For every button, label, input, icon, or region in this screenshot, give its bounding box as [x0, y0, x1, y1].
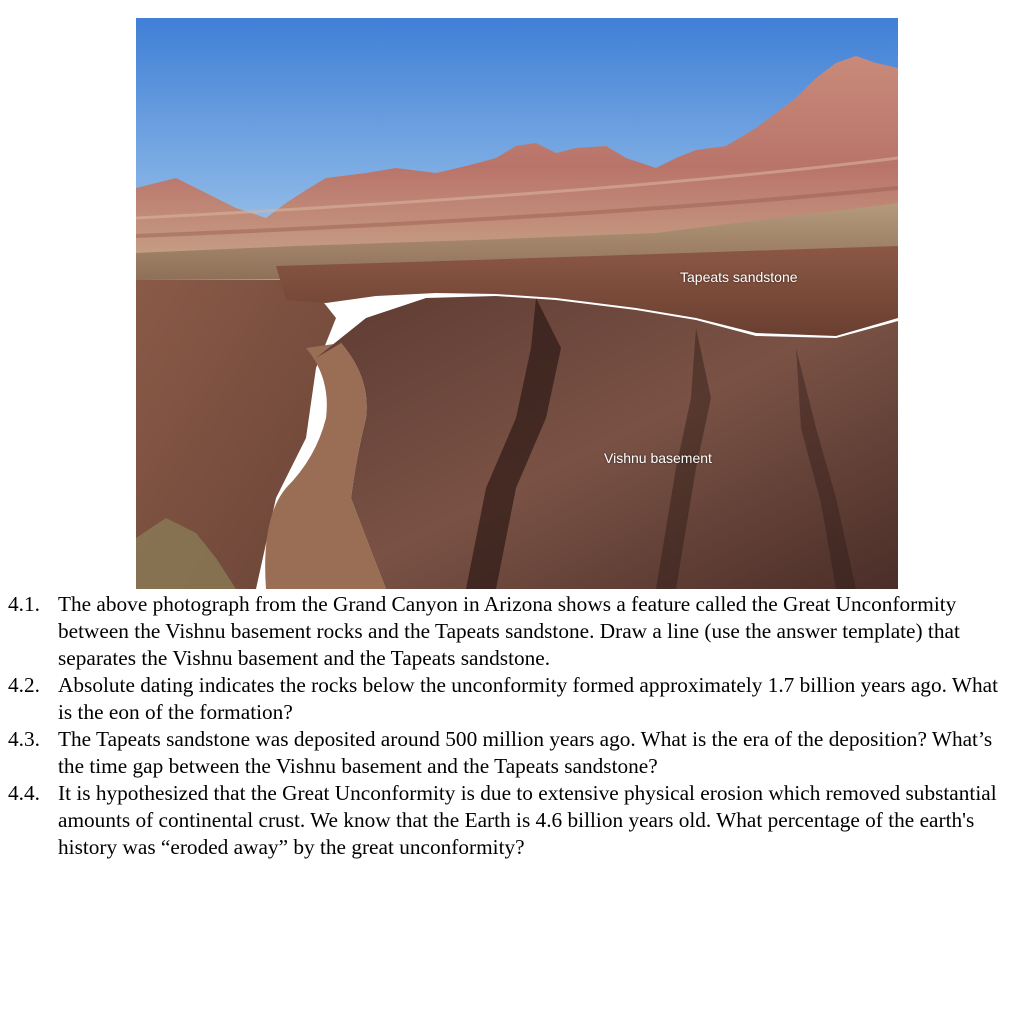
question-number: 4.1.: [8, 592, 40, 616]
grand-canyon-photo: [136, 18, 898, 589]
question-number: 4.2.: [8, 673, 40, 697]
question-text: The Tapeats sandstone was deposited around 500 million years ago. What is the era of the deposition? What’s the time gap between the Vishnu basement and the Tapeats sandstone?: [58, 727, 993, 778]
tapeats-sandstone-label: Tapeats sandstone: [680, 269, 798, 285]
question-list: [8, 591, 1014, 861]
question-4-1: [8, 591, 1014, 672]
question-text: It is hypothesized that the Great Unconformity is due to extensive physical erosion which removed substantial amounts of continental crust. We know that the Earth is 4.6 billion years old. What percentage of the earth's history was “eroded away” by the great unconformity?: [58, 781, 997, 859]
question-number: 4.3.: [8, 727, 40, 751]
question-text: Absolute dating indicates the rocks below the unconformity formed approximately 1.7 billion years ago. What is the eon of the formation?: [58, 673, 998, 724]
vishnu-basement-label: Vishnu basement: [604, 450, 712, 466]
question-4-3: [8, 726, 1014, 780]
question-number: 4.4.: [8, 781, 40, 805]
question-4-2: [8, 672, 1014, 726]
canyon-illustration: [136, 18, 898, 589]
question-text: The above photograph from the Grand Canyon in Arizona shows a feature called the Great Unconformity between the Vishnu basement rocks and the Tapeats sandstone. Draw a line (use the answer template) that separates the Vishnu basement and the Tapeats sandstone.: [58, 592, 960, 670]
question-4-4: [8, 780, 1014, 861]
